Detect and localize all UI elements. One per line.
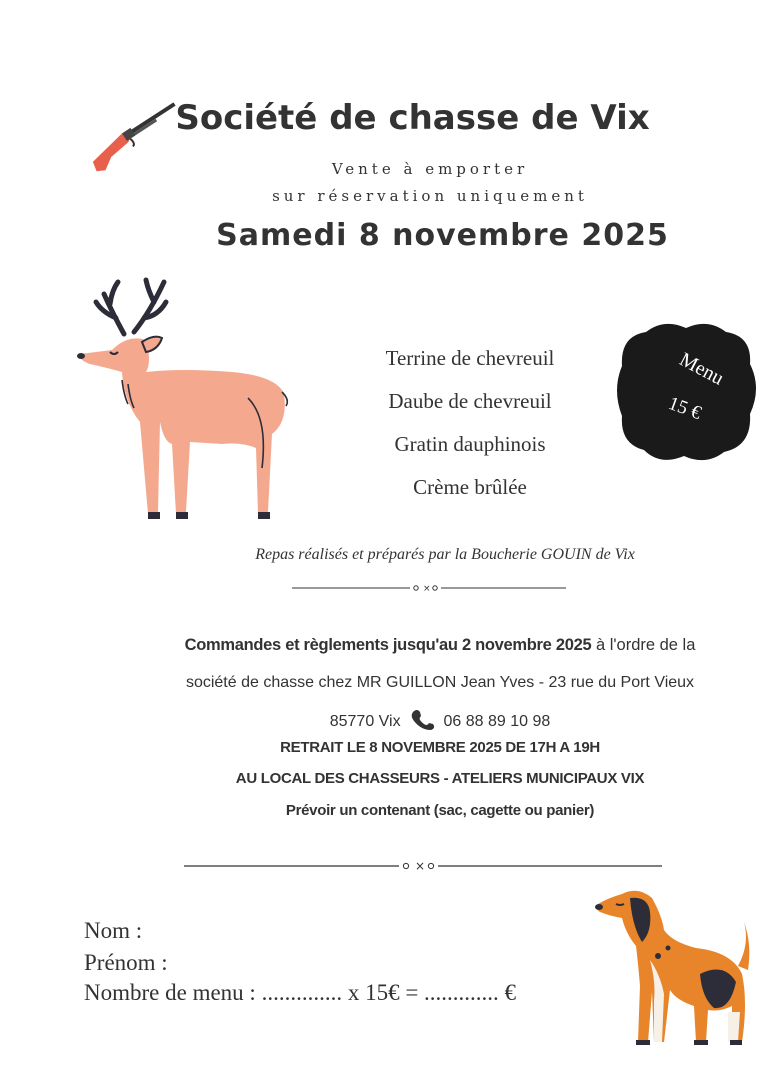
event-date: Samedi 8 novembre 2025 xyxy=(216,218,669,253)
form-prenom: Prénom : xyxy=(84,950,168,975)
menu-item-creme: Crème brûlée xyxy=(413,475,527,499)
pickup-time: RETRAIT LE 8 NOVEMBRE 2025 DE 17H A 19H xyxy=(280,739,600,756)
page-title: Société de chasse de Vix xyxy=(175,98,650,138)
dog-illustration xyxy=(592,882,757,1047)
subtitle-line-2: sur réservation uniquement xyxy=(272,187,588,205)
svg-text:×: × xyxy=(415,859,426,873)
menu-badge-label: Menu xyxy=(675,348,728,390)
menu-badge-price: 15 € xyxy=(665,392,705,425)
phone-icon xyxy=(409,708,435,730)
menu-price-badge xyxy=(616,318,756,464)
pickup-location: AU LOCAL DES CHASSEURS - ATELIERS MUNICIPAUX VIX xyxy=(235,770,645,787)
container-note: Prévoir un contenant (sac, cagette ou panier) xyxy=(285,802,595,819)
orders-deadline-bold: Commandes et règlements jusqu'au 2 novembre 2025 xyxy=(184,636,592,654)
orders-deadline xyxy=(120,636,760,655)
orders-postcode: 85770 Vix xyxy=(329,713,401,730)
menu-item-daube: Daube de chevreuil xyxy=(388,389,552,413)
orders-address: société de chasse chez MR GUILLON Jean Yves - 23 rue du Port Vieux xyxy=(185,674,695,691)
orders-contact xyxy=(120,708,760,731)
menu-item-terrine: Terrine de chevreuil xyxy=(385,346,555,370)
menu-item-gratin: Gratin dauphinois xyxy=(394,432,546,456)
deer-illustration xyxy=(72,272,302,530)
subtitle-line-1: Vente à emporter xyxy=(331,160,529,178)
form-nom: Nom : xyxy=(84,918,143,943)
svg-text:×: × xyxy=(423,584,431,594)
caterer-credit: Repas réalisés et préparés par la Boucherie GOUIN de Vix xyxy=(255,546,635,563)
orders-phone: 06 88 89 10 98 xyxy=(443,713,551,730)
form-nombre-menu: Nombre de menu : .............. x 15€ = ............. € xyxy=(84,980,517,1005)
divider xyxy=(292,582,566,594)
orders-deadline-rest: à l'ordre de la xyxy=(591,636,696,654)
divider xyxy=(184,859,662,873)
